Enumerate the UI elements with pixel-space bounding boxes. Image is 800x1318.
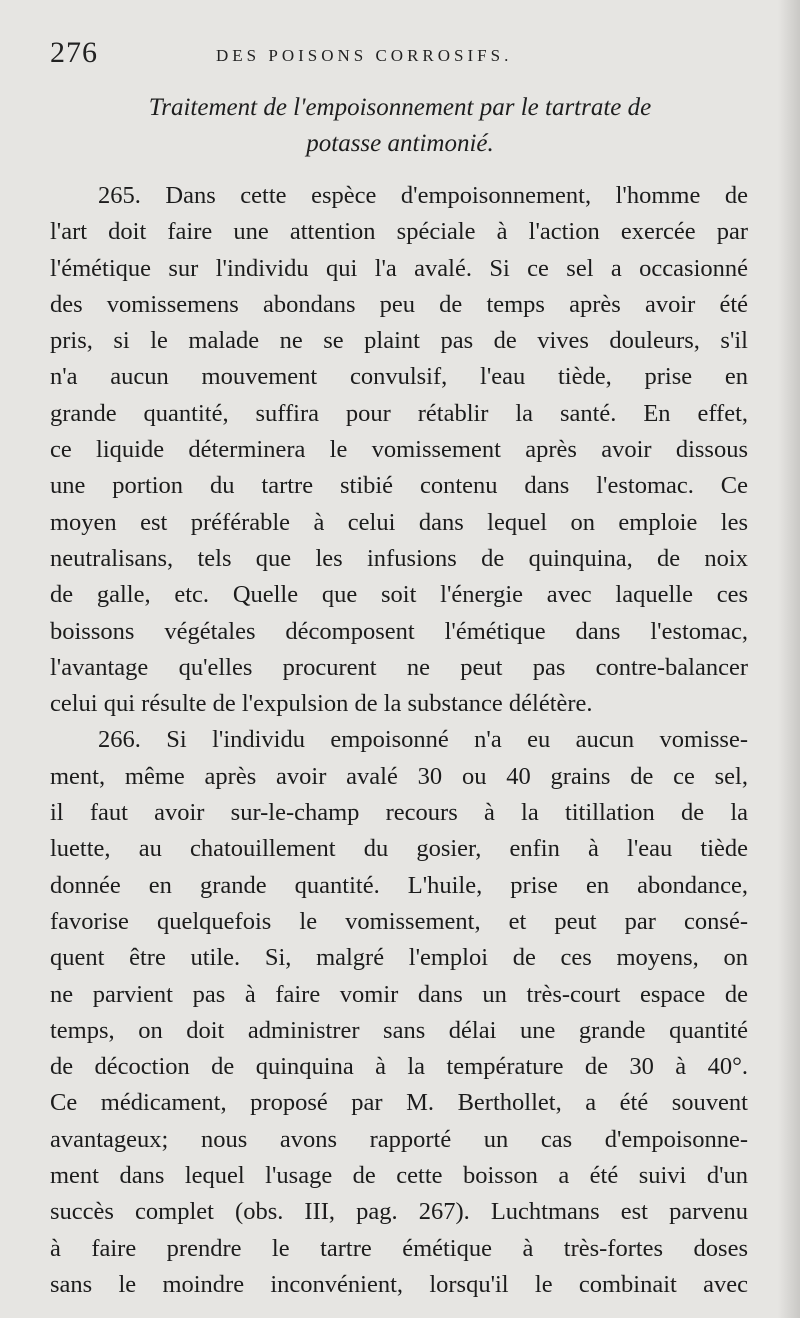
text-line: temps, on doit administrer sans délai une grande quantité	[50, 1016, 748, 1044]
text-line: de décoction de quinquina à la température de 30 à 40°.	[50, 1053, 748, 1081]
paragraph-266	[50, 722, 748, 1303]
page-edge-shadow	[778, 0, 800, 1318]
text-line: neutralisans, tels que les infusions de quinquina, de noix	[50, 544, 748, 572]
text-line: sans le moindre inconvénient, lorsqu'il le combinait avec	[50, 1270, 748, 1298]
text-line: moyen est préférable à celui dans lequel on emploie les	[50, 508, 748, 536]
text-line: avantageux; nous avons rapporté un cas d'empoisonne-	[50, 1125, 748, 1153]
text-line: ment dans lequel l'usage de cette boisson a été suivi d'un	[50, 1162, 748, 1190]
text-line: ment, même après avoir avalé 30 ou 40 grains de ce sel,	[50, 762, 748, 790]
paragraph-265	[50, 178, 748, 722]
text-line: pris, si le malade ne se plaint pas de vives douleurs, s'il	[50, 327, 748, 355]
text-line: boissons végétales décomposent l'émétique dans l'estomac,	[50, 617, 748, 645]
text-line: l'avantage qu'elles procurent ne peut pas contre-balancer	[50, 653, 748, 681]
text-line: n'a aucun mouvement convulsif, l'eau tiède, prise en	[50, 363, 748, 391]
section-title-line-2: potasse antimonié.	[306, 130, 494, 157]
text-line: 265. Dans cette espèce d'empoisonnement, l'homme de	[98, 182, 748, 209]
text-line: ce liquide déterminera le vomissement après avoir dissous	[50, 436, 748, 464]
section-title	[50, 90, 750, 162]
text-line: 266. Si l'individu empoisonné n'a eu aucun vomisse-	[98, 726, 748, 754]
text-line: favorise quelquefois le vomissement, et peut par consé-	[50, 907, 748, 935]
text-line: quent être utile. Si, malgré l'emploi de ces moyens, on	[50, 944, 748, 972]
page-header	[50, 36, 750, 76]
text-line: Ce médicament, proposé par M. Berthollet, a été souvent	[50, 1089, 748, 1117]
text-line: une portion du tartre stibié contenu dans l'estomac. Ce	[50, 472, 748, 500]
text-line: donnée en grande quantité. L'huile, prise en abondance,	[50, 871, 748, 899]
text-line: grande quantité, suffira pour rétablir la santé. En effet,	[50, 399, 748, 427]
text-line: de galle, etc. Quelle que soit l'énergie avec laquelle ces	[50, 581, 748, 609]
text-line: il faut avoir sur-le-champ recours à la titillation de la	[50, 799, 748, 827]
text-line: à faire prendre le tartre émétique à très-fortes doses	[50, 1234, 748, 1262]
text-line: des vomissemens abondans peu de temps après avoir été	[50, 290, 748, 318]
section-title-line-1: Traitement de l'empoisonnement par le tartrate de	[148, 94, 652, 121]
text-line: succès complet (obs. III, pag. 267). Luchtmans est parvenu	[50, 1198, 748, 1226]
text-line: l'émétique sur l'individu qui l'a avalé. Si ce sel a occasionné	[50, 254, 748, 282]
text-line: l'art doit faire une attention spéciale à l'action exercée par	[50, 218, 748, 246]
text-line: celui qui résulte de l'expulsion de la substance délétère.	[50, 690, 593, 718]
running-head: DES POISONS CORROSIFS.	[216, 46, 513, 65]
text-line: luette, au chatouillement du gosier, enfin à l'eau tiède	[50, 835, 748, 863]
page-number: 276	[50, 36, 98, 69]
body-text	[50, 178, 748, 1303]
text-line: ne parvient pas à faire vomir dans un très-court espace de	[50, 980, 748, 1008]
